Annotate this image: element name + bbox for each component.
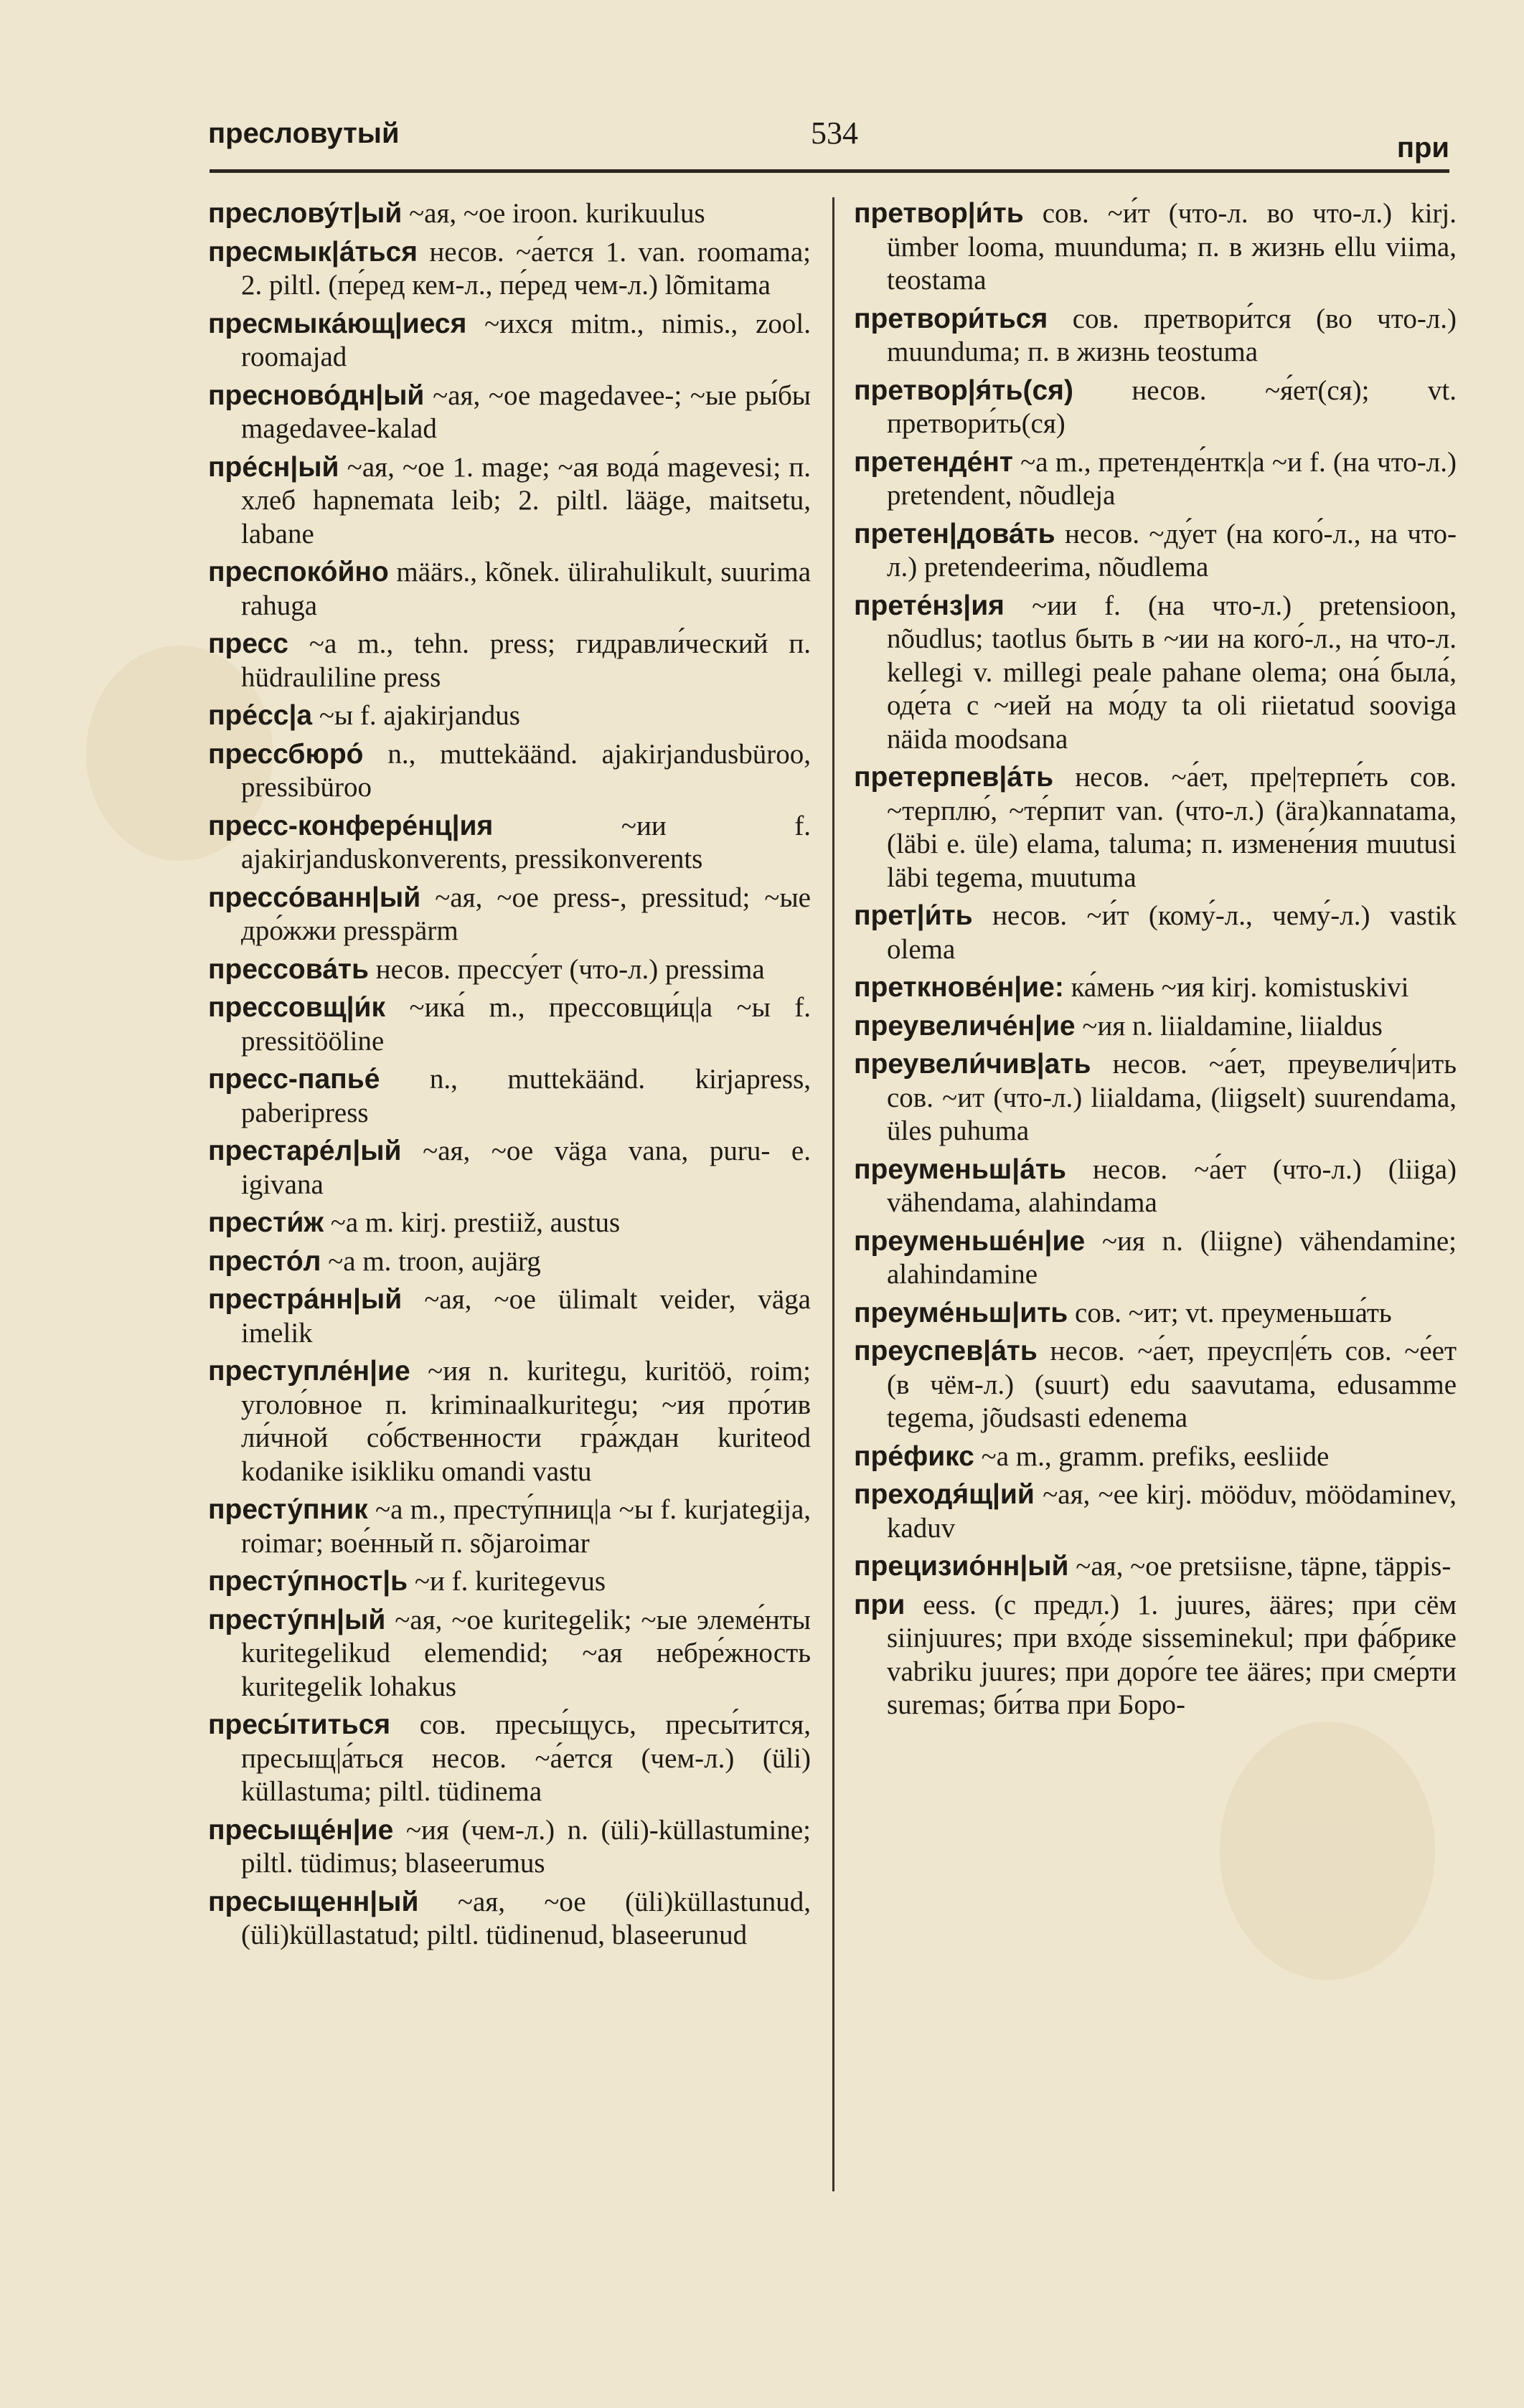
entry-headword: прессо́ванн|ый xyxy=(208,882,421,913)
entry-definition: ~а m., претенде́нтк|а ~и f. (на что-л.) pretendent, nõudleja xyxy=(887,446,1457,511)
entry-headword: преуменьш|а́ть xyxy=(854,1153,1066,1185)
dictionary-entry xyxy=(208,1886,811,1953)
entry-definition: ка́мень ~ия kirj. komistuskivi xyxy=(1071,972,1409,1003)
entry-headword: пре́сн|ый xyxy=(208,451,339,483)
entry-definition: несов. ~а́ет (что-л.) (liiga) vähendama, alahindama xyxy=(887,1153,1457,1218)
entry-definition: сов. ~ит; vt. преуменьша́ть xyxy=(1075,1297,1392,1328)
entry-headword: прессовщ|и́к xyxy=(208,992,386,1023)
page-number: 534 xyxy=(811,115,858,151)
entry-headword: престу́пн|ый xyxy=(208,1604,386,1635)
dictionary-entry xyxy=(208,882,811,948)
entry-definition: сов. ~и́т (что-л. во что-л.) kirj. ümber looma, muunduma; п. в жизнь ellu viima, teostama xyxy=(887,198,1457,296)
dictionary-entry xyxy=(208,1283,811,1350)
paper-stain xyxy=(1220,1722,1435,1980)
header-right-headword: при xyxy=(1396,132,1449,164)
entry-definition: n., muttekäänd. kirjapress, paberipress xyxy=(241,1064,811,1128)
entry-headword: преуспев|а́ть xyxy=(854,1336,1038,1366)
entry-headword: претвор|я́ть(ся) xyxy=(854,374,1073,406)
entry-definition: ~ая, ~ое väga vana, puru- e. igivana xyxy=(241,1135,811,1200)
entry-headword: преуменьше́н|ие xyxy=(854,1225,1086,1257)
entry-definition: ~ия n. liialdamine, liialdus xyxy=(1082,1010,1383,1042)
column-divider xyxy=(832,197,834,2191)
entry-headword: престаре́л|ый xyxy=(208,1135,402,1166)
entry-headword: пресс xyxy=(208,628,288,659)
entry-headword: преткнове́н|ие: xyxy=(854,972,1064,1003)
dictionary-entry xyxy=(854,518,1457,585)
dictionary-entry xyxy=(208,308,811,374)
right-column xyxy=(854,197,1457,1727)
entry-headword: пресы́титься xyxy=(208,1709,391,1740)
entry-headword: пресново́дн|ый xyxy=(208,379,425,411)
entry-definition: ~ая, ~ое pretsiisne, täpne, täppis- xyxy=(1076,1551,1452,1582)
dictionary-entry xyxy=(208,1565,811,1599)
dictionary-entry xyxy=(208,953,811,987)
entry-headword: претвори́ться xyxy=(854,303,1048,334)
dictionary-entry xyxy=(208,1709,811,1809)
dictionary-entry xyxy=(854,446,1457,513)
entry-headword: претерпев|а́ть xyxy=(854,762,1054,793)
entry-definition: ~ии f. ajakirjanduskonverents, pressikonverents xyxy=(241,810,811,874)
dictionary-entry xyxy=(854,971,1457,1005)
entry-headword: претвор|и́ть xyxy=(854,198,1024,229)
entry-definition: несов. ~ду́ет (на кого́-л., на что-л.) pretendeerima, nõudlema xyxy=(887,518,1457,582)
dictionary-entry xyxy=(854,1010,1457,1044)
entry-definition: ~а m. troon, aujärg xyxy=(328,1245,541,1277)
entry-definition: ~а m. kirj. prestiiž, austus xyxy=(330,1207,621,1238)
entry-headword: преувели́чив|ать xyxy=(854,1049,1091,1080)
entry-headword: преступле́н|ие xyxy=(208,1356,410,1387)
entry-headword: пре́сс|а xyxy=(208,700,313,731)
dictionary-entry xyxy=(854,1440,1457,1474)
dictionary-entry xyxy=(854,1225,1457,1292)
entry-definition: ~и f. kuritegevus xyxy=(414,1566,606,1597)
entry-definition: ~ия n. (liigne) vähendamine; alahindamine xyxy=(887,1225,1457,1290)
entry-headword: прецизио́нн|ый xyxy=(854,1551,1069,1582)
entry-definition: ~ы f. ajakirjandus xyxy=(319,700,520,731)
entry-definition: несов. ~а́ет, преувели́ч|ить сов. ~ит (что-л.) liialdama, (liigselt) suurendama, üles puhuma xyxy=(887,1049,1457,1146)
entry-headword: прессбюро́ xyxy=(208,738,364,770)
dictionary-entry xyxy=(208,1135,811,1201)
entry-definition: määrs., kõnek. ülirahulikult, suurima rahuga xyxy=(241,557,811,621)
entry-headword: при xyxy=(854,1589,906,1620)
dictionary-entry xyxy=(854,1478,1457,1545)
dictionary-entry xyxy=(854,761,1457,894)
entry-definition: ~ая, ~ое (üli)küllastunud, (üli)küllastatud; piltl. tüdinenud, blaseerunud xyxy=(241,1886,811,1950)
dictionary-entry xyxy=(854,590,1457,757)
header-left-headword: пресловутый xyxy=(208,118,400,149)
entry-headword: престу́пност|ь xyxy=(208,1566,408,1597)
dictionary-entry xyxy=(208,1063,811,1130)
entry-definition: n., muttekäänd. ajakirjandusbüroo, pressibüroo xyxy=(241,738,812,803)
dictionary-entry xyxy=(208,197,811,231)
entry-definition: ~ая, ~ее kirj. mööduv, möödaminev, kaduv xyxy=(887,1479,1457,1544)
dictionary-entry xyxy=(208,451,811,552)
entry-headword: пресыще́н|ие xyxy=(208,1814,394,1846)
dictionary-entry xyxy=(208,379,811,446)
entry-definition: ~ия (чем-л.) n. (üli)-küllastumine; piltl. tüdimus; blaseerumus xyxy=(241,1814,812,1879)
dictionary-entry xyxy=(854,1589,1457,1722)
entry-definition: несов. прессу́ет (что-л.) pressima xyxy=(375,953,765,985)
entry-definition: eess. (с предл.) 1. juures, ääres; при сём siinjuures; при вхо́де sisseminekul; при фа́брике vabriku juures; при доро́ге tee ääres; при сме́рти suremas; би́тва при Боро- xyxy=(887,1589,1457,1720)
entry-definition: ~ии f. (на что-л.) pretensioon, nõudlus; taotlus быть в ~ии на кого́-л., на что-л. kellegi v. millegi peale pahane olema; она́ была́, оде́та с ~ией на мо́ду ta oli riietatud sooviga näida moodsana xyxy=(887,590,1457,755)
entry-headword: прессова́ть xyxy=(208,953,369,985)
page-header xyxy=(208,108,1449,165)
entry-headword: прете́нз|ия xyxy=(854,590,1005,621)
entry-headword: преходя́щ|ий xyxy=(854,1479,1035,1510)
entry-headword: пресс-папье́ xyxy=(208,1064,380,1095)
dictionary-entry xyxy=(208,1814,811,1881)
entry-definition: ~ия n. kuritegu, kuritöö, roim; уголо́вное п. kriminaalkuritegu; ~ия про́тив ли́чной со́бственности гра́ждан kuriteod kodanike isikliku omandi vastu xyxy=(241,1356,812,1487)
entry-headword: пресмыка́ющ|иеся xyxy=(208,308,467,339)
entry-headword: преспоко́йно xyxy=(208,557,389,587)
dictionary-entry xyxy=(854,1153,1457,1220)
entry-definition: ~ая, ~ое magedavee-; ~ые ры́бы magedavee-kalad xyxy=(241,379,811,444)
entry-definition: ~ая, ~ое ülimalt veider, väga imelik xyxy=(241,1284,811,1349)
dictionary-entry xyxy=(208,628,811,694)
entry-headword: прести́ж xyxy=(208,1207,324,1238)
entry-definition: ~ихся mitm., nimis., zool. roomajad xyxy=(241,308,811,372)
entry-definition: ~а m., gramm. prefiks, eesliide xyxy=(981,1440,1330,1472)
dictionary-entry xyxy=(854,1048,1457,1148)
entry-definition: ~ая, ~ое kuritegelik; ~ые элеме́нты kuritegelikud elemendid; ~ая небре́жность kuritegelik lohakus xyxy=(241,1604,812,1702)
dictionary-entry xyxy=(208,699,811,733)
dictionary-entry xyxy=(854,1297,1457,1331)
entry-headword: пре́фикс xyxy=(854,1440,974,1472)
entry-definition: ~а m., tehn. press; гидравли́ческий п. hüdrauliline press xyxy=(241,628,812,693)
dictionary-entry xyxy=(208,991,811,1058)
dictionary-entry xyxy=(208,1493,811,1560)
entry-definition: несов. ~и́т (кому́-л., чему́-л.) vastik olema xyxy=(887,900,1457,965)
entry-definition: ~а m., престу́пниц|а ~ы f. kurjategija, roimar; вое́нный п. sõjaroimar xyxy=(241,1494,812,1559)
dictionary-entry xyxy=(208,1245,811,1279)
dictionary-entry xyxy=(208,1207,811,1240)
entry-headword: престо́л xyxy=(208,1245,321,1277)
entry-headword: пресс-конфере́нц|ия xyxy=(208,810,494,841)
entry-definition: ~ая, ~ое 1. mage; ~ая вода́ magevesi; п. хлеб hapnemata leib; 2. piltl. lääge, maitsetu, labane xyxy=(241,451,811,549)
entry-definition: сов. претвори́тся (во что-л.) muunduma; п. в жизнь teostuma xyxy=(887,303,1457,367)
entry-definition: ~ая, ~ое iroon. kurikuulus xyxy=(409,198,705,229)
entry-definition: сов. пресы́щусь, пресы́тится, пресыщ|а́ться несов. ~а́ется (чем-л.) (üli) küllastuma; piltl. tüdinema xyxy=(241,1709,811,1807)
dictionary-entry xyxy=(208,236,811,303)
dictionary-entry xyxy=(854,1335,1457,1435)
dictionary-entry xyxy=(854,1550,1457,1584)
dictionary-entry xyxy=(208,810,811,877)
entry-headword: преуме́ньш|ить xyxy=(854,1297,1068,1328)
entry-headword: престу́пник xyxy=(208,1494,368,1525)
entry-headword: претен|дова́ть xyxy=(854,518,1055,549)
entry-headword: пресмык|а́ться xyxy=(208,236,418,268)
entry-headword: пресыщенн|ый xyxy=(208,1886,419,1917)
entry-headword: претенде́нт xyxy=(854,446,1014,478)
entry-headword: преувеличе́н|ие xyxy=(854,1010,1076,1042)
header-rule xyxy=(210,169,1449,173)
dictionary-entry xyxy=(854,374,1457,441)
entry-definition: ~ика́ m., прессовщи́ц|а ~ы f. pressitööline xyxy=(241,992,812,1057)
dictionary-entry xyxy=(208,1355,811,1488)
entry-headword: престра́нн|ый xyxy=(208,1284,403,1315)
dictionary-entry xyxy=(208,1604,811,1704)
entry-headword: преслову́т|ый xyxy=(208,198,403,229)
entry-definition: несов. ~а́ется 1. van. roomama; 2. piltl. (пе́ред кем-л., пе́ред чем-л.) lõmitama xyxy=(241,236,812,301)
entry-headword: прет|и́ть xyxy=(854,900,973,931)
dictionary-entry xyxy=(208,738,811,805)
entry-definition: ~ая, ~ое press-, pressitud; ~ые дро́жжи presspärm xyxy=(241,882,811,946)
dictionary-entry xyxy=(854,900,1457,966)
dictionary-entry xyxy=(854,197,1457,298)
entry-definition: несов. ~а́ет, преусп|е́ть сов. ~е́ет (в чём-л.) (suurt) edu saavutama, edusamme tegema, jõudsasti edenema xyxy=(887,1336,1457,1433)
left-column xyxy=(208,197,811,1958)
dictionary-entry xyxy=(208,556,811,623)
entry-definition: несов. ~а́ет, пре|терпе́ть сов. ~терплю́, ~те́рпит van. (что-л.) (ära)kannatama, (läbi e. üle) elama, taluma; п. измене́ния muutusi läbi tegema, muutuma xyxy=(887,762,1457,893)
entry-definition: несов. ~я́ет(ся); vt. претвори́ть(ся) xyxy=(887,374,1457,439)
dictionary-entry xyxy=(854,303,1457,369)
